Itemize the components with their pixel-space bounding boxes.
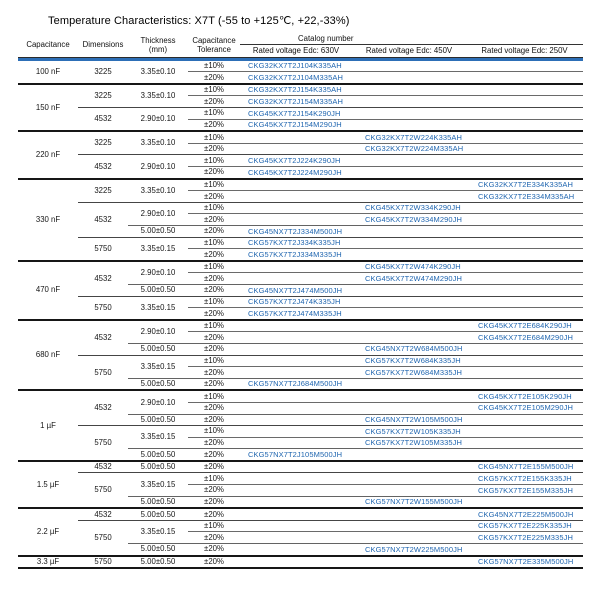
thickness-cell: 5.00±0.50 <box>128 226 188 238</box>
empty-cell <box>240 202 352 214</box>
dimension-cell: 5750 <box>78 296 128 320</box>
header-capacitance: Capacitance <box>26 40 70 50</box>
header-dimensions: Dimensions <box>82 40 124 50</box>
dimension-cell: 5750 <box>78 556 128 569</box>
empty-cell <box>352 108 466 120</box>
part-number-cell: CKG45NX7T2J474M500JH <box>240 284 352 296</box>
thickness-cell: 2.90±0.10 <box>128 261 188 285</box>
table-row <box>18 520 583 532</box>
part-number-cell: CKG57NX7T2J105M500JH <box>240 449 352 461</box>
table-row <box>18 61 583 72</box>
capacitance-cell: 100 nF <box>18 61 78 84</box>
tolerance-cell: ±20% <box>188 496 240 508</box>
header-rated-250v: Rated voltage Edc: 250V <box>481 46 568 56</box>
table-row <box>18 320 583 332</box>
tolerance-cell: ±20% <box>188 308 240 320</box>
empty-cell <box>352 119 466 131</box>
header-tolerance: Capacitance Tolerance <box>192 35 236 54</box>
part-number-cell: CKG57KX7T2J474K335JH <box>240 296 352 308</box>
dimension-cell: 3225 <box>78 131 128 155</box>
tolerance-cell: ±10% <box>188 202 240 214</box>
dimension-cell: 3225 <box>78 84 128 108</box>
empty-cell <box>352 332 466 344</box>
tolerance-cell: ±10% <box>188 426 240 438</box>
empty-cell <box>466 226 583 238</box>
empty-cell <box>240 343 352 355</box>
thickness-cell: 5.00±0.50 <box>128 414 188 426</box>
empty-cell <box>240 414 352 426</box>
part-number-cell: CKG32KX7T2E334K335AH <box>466 179 583 191</box>
empty-cell <box>240 390 352 402</box>
empty-cell <box>466 367 583 379</box>
capacitance-cell: 1 µF <box>18 390 78 461</box>
empty-cell <box>352 402 466 414</box>
tolerance-cell: ±10% <box>188 84 240 96</box>
empty-cell <box>352 72 466 84</box>
part-number-cell: CKG32KX7T2J104K335AH <box>240 61 352 72</box>
empty-cell <box>466 296 583 308</box>
empty-cell <box>240 191 352 203</box>
thickness-cell: 5.00±0.50 <box>128 508 188 520</box>
table-header <box>18 33 583 61</box>
empty-cell <box>240 131 352 143</box>
empty-cell <box>352 191 466 203</box>
empty-cell <box>352 284 466 296</box>
tolerance-cell: ±10% <box>188 355 240 367</box>
empty-cell <box>466 131 583 143</box>
empty-cell <box>466 308 583 320</box>
empty-cell <box>352 249 466 261</box>
part-number-cell: CKG32KX7T2W224K335AH <box>352 131 466 143</box>
part-number-cell: CKG45KX7T2W334M290JH <box>352 214 466 226</box>
thickness-cell: 5.00±0.50 <box>128 461 188 473</box>
empty-cell <box>352 308 466 320</box>
empty-cell <box>352 485 466 497</box>
empty-cell <box>352 237 466 249</box>
empty-cell <box>466 167 583 179</box>
tolerance-cell: ±20% <box>188 414 240 426</box>
empty-cell <box>466 84 583 96</box>
empty-cell <box>240 485 352 497</box>
empty-cell <box>466 544 583 556</box>
tolerance-cell: ±20% <box>188 191 240 203</box>
capacitance-cell: 330 nF <box>18 179 78 261</box>
tolerance-cell: ±10% <box>188 108 240 120</box>
empty-cell <box>240 556 352 569</box>
part-number-cell: CKG45KX7T2E105K290JH <box>466 390 583 402</box>
empty-cell <box>352 461 466 473</box>
thickness-cell: 2.90±0.10 <box>128 155 188 179</box>
part-number-cell: CKG57KX7T2J334K335JH <box>240 237 352 249</box>
table-row <box>18 296 583 308</box>
empty-cell <box>352 473 466 485</box>
capacitance-cell: 470 nF <box>18 261 78 320</box>
empty-cell <box>466 96 583 108</box>
thickness-cell: 5.00±0.50 <box>128 284 188 296</box>
table-row <box>18 202 583 214</box>
empty-cell <box>240 496 352 508</box>
empty-cell <box>240 367 352 379</box>
part-number-cell: CKG45KX7T2W474M290JH <box>352 273 466 285</box>
tolerance-cell: ±20% <box>188 249 240 261</box>
dimension-cell: 5750 <box>78 473 128 508</box>
empty-cell <box>352 449 466 461</box>
empty-cell <box>352 520 466 532</box>
header-rated-450v: Rated voltage Edc: 450V <box>365 46 453 56</box>
tolerance-cell: ±20% <box>188 449 240 461</box>
thickness-cell: 5.00±0.50 <box>128 556 188 569</box>
part-number-cell: CKG45NX7T2E225M500JH <box>466 508 583 520</box>
thickness-cell: 3.35±0.15 <box>128 355 188 378</box>
capacitance-cell: 3.3 µF <box>18 556 78 569</box>
table-row <box>18 473 583 485</box>
capacitance-cell: 150 nF <box>18 84 78 131</box>
table-row <box>18 237 583 249</box>
empty-cell <box>466 449 583 461</box>
tolerance-cell: ±20% <box>188 273 240 285</box>
part-number-cell: CKG45KX7T2J154K290JH <box>240 108 352 120</box>
empty-cell <box>466 273 583 285</box>
empty-cell <box>466 214 583 226</box>
tolerance-cell: ±20% <box>188 367 240 379</box>
part-number-cell: CKG45NX7T2W684M500JH <box>352 343 466 355</box>
table-row <box>18 131 583 143</box>
table-row <box>18 390 583 402</box>
part-number-cell: CKG57KX7T2E225K335JH <box>466 520 583 532</box>
tolerance-cell: ±10% <box>188 131 240 143</box>
tolerance-cell: ±10% <box>188 520 240 532</box>
empty-cell <box>466 414 583 426</box>
empty-cell <box>240 214 352 226</box>
empty-cell <box>352 378 466 390</box>
part-number-cell: CKG45KX7T2E105M290JH <box>466 402 583 414</box>
tolerance-cell: ±20% <box>188 437 240 449</box>
empty-cell <box>352 84 466 96</box>
table-row <box>18 108 583 120</box>
empty-cell <box>240 461 352 473</box>
part-number-cell: CKG45KX7T2E684K290JH <box>466 320 583 332</box>
empty-cell <box>240 320 352 332</box>
part-number-cell: CKG57KX7T2W105M335JH <box>352 437 466 449</box>
header-catalog-number: Catalog number <box>240 33 583 45</box>
thickness-cell: 3.35±0.15 <box>128 237 188 261</box>
tolerance-cell: ±20% <box>188 461 240 473</box>
empty-cell <box>240 273 352 285</box>
thickness-cell: 2.90±0.10 <box>128 390 188 414</box>
part-number-cell: CKG45NX7T2E155M500JH <box>466 461 583 473</box>
empty-cell <box>240 520 352 532</box>
empty-cell <box>240 332 352 344</box>
part-number-cell: CKG57KX7T2J334M335JH <box>240 249 352 261</box>
tolerance-cell: ±20% <box>188 532 240 544</box>
dimension-cell: 4532 <box>78 390 128 425</box>
empty-cell <box>466 119 583 131</box>
tolerance-cell: ±20% <box>188 167 240 179</box>
empty-cell <box>352 532 466 544</box>
part-number-cell: CKG45KX7T2E684M290JH <box>466 332 583 344</box>
dimension-cell: 5750 <box>78 355 128 390</box>
dimension-cell: 4532 <box>78 461 128 473</box>
tolerance-cell: ±10% <box>188 261 240 273</box>
tolerance-cell: ±20% <box>188 284 240 296</box>
empty-cell <box>466 249 583 261</box>
capacitance-cell: 2.2 µF <box>18 508 78 555</box>
tolerance-cell: ±10% <box>188 320 240 332</box>
empty-cell <box>466 143 583 155</box>
tolerance-cell: ±10% <box>188 61 240 72</box>
part-number-cell: CKG45KX7T2W474K290JH <box>352 261 466 273</box>
part-number-cell: CKG57NX7T2W225M500JH <box>352 544 466 556</box>
thickness-cell: 3.35±0.10 <box>128 179 188 203</box>
table-row <box>18 84 583 96</box>
tolerance-cell: ±20% <box>188 214 240 226</box>
tolerance-cell: ±20% <box>188 226 240 238</box>
thickness-cell: 3.35±0.10 <box>128 61 188 84</box>
empty-cell <box>352 508 466 520</box>
tolerance-cell: ±20% <box>188 402 240 414</box>
empty-cell <box>240 532 352 544</box>
empty-cell <box>240 143 352 155</box>
thickness-cell: 5.00±0.50 <box>128 343 188 355</box>
empty-cell <box>352 296 466 308</box>
tolerance-cell: ±20% <box>188 332 240 344</box>
dimension-cell: 4532 <box>78 320 128 355</box>
part-number-cell: CKG57KX7T2W684M335JH <box>352 367 466 379</box>
thickness-cell: 3.35±0.15 <box>128 426 188 449</box>
page-title: Temperature Characteristics: X7T (-55 to +125℃, +22,-33%) <box>48 15 350 27</box>
tolerance-cell: ±20% <box>188 556 240 569</box>
thickness-cell: 3.35±0.10 <box>128 84 188 108</box>
thickness-cell: 3.35±0.15 <box>128 296 188 320</box>
thickness-cell: 3.35±0.15 <box>128 473 188 496</box>
thickness-cell: 2.90±0.10 <box>128 320 188 344</box>
thickness-cell: 2.90±0.10 <box>128 202 188 225</box>
dimension-cell: 5750 <box>78 237 128 261</box>
dimension-cell: 5750 <box>78 520 128 555</box>
thickness-cell: 3.35±0.10 <box>128 131 188 155</box>
tolerance-cell: ±10% <box>188 390 240 402</box>
thickness-cell: 5.00±0.50 <box>128 449 188 461</box>
tolerance-cell: ±10% <box>188 296 240 308</box>
dimension-cell: 4532 <box>78 108 128 132</box>
part-number-cell: CKG32KX7T2W224M335AH <box>352 143 466 155</box>
capacitance-cell: 1.5 µF <box>18 461 78 508</box>
dimension-cell: 4532 <box>78 202 128 237</box>
empty-cell <box>466 237 583 249</box>
empty-cell <box>352 226 466 238</box>
empty-cell <box>352 320 466 332</box>
empty-cell <box>352 96 466 108</box>
empty-cell <box>240 402 352 414</box>
empty-cell <box>240 508 352 520</box>
part-number-cell: CKG45KX7T2J154M290JH <box>240 119 352 131</box>
empty-cell <box>466 426 583 438</box>
empty-cell <box>466 108 583 120</box>
empty-cell <box>466 61 583 72</box>
tolerance-cell: ±20% <box>188 508 240 520</box>
table-row <box>18 426 583 438</box>
empty-cell <box>240 544 352 556</box>
empty-cell <box>352 390 466 402</box>
part-number-cell: CKG32KX7T2J154K335AH <box>240 84 352 96</box>
dimension-cell: 4532 <box>78 508 128 520</box>
part-number-cell: CKG45NX7T2W105M500JH <box>352 414 466 426</box>
tolerance-cell: ±10% <box>188 237 240 249</box>
empty-cell <box>466 355 583 367</box>
table-row <box>18 261 583 273</box>
part-number-cell: CKG57NX7T2J684M500JH <box>240 378 352 390</box>
empty-cell <box>466 202 583 214</box>
tolerance-cell: ±20% <box>188 72 240 84</box>
table-body <box>18 61 583 569</box>
dimension-cell: 4532 <box>78 155 128 179</box>
empty-cell <box>352 61 466 72</box>
part-number-cell: CKG57KX7T2E155M335JH <box>466 485 583 497</box>
part-number-cell: CKG32KX7T2J104M335AH <box>240 72 352 84</box>
empty-cell <box>240 426 352 438</box>
table-row <box>18 179 583 191</box>
thickness-cell: 3.35±0.15 <box>128 520 188 543</box>
header-thickness: Thickness (mm) <box>140 35 176 54</box>
tolerance-cell: ±10% <box>188 179 240 191</box>
thickness-cell: 5.00±0.50 <box>128 378 188 390</box>
empty-cell <box>240 473 352 485</box>
empty-cell <box>352 155 466 167</box>
part-number-cell: CKG57NX7T2E335M500JH <box>466 556 583 569</box>
part-number-cell: CKG57KX7T2W684K335JH <box>352 355 466 367</box>
part-number-cell: CKG57NX7T2W155M500JH <box>352 496 466 508</box>
tolerance-cell: ±20% <box>188 96 240 108</box>
empty-cell <box>466 496 583 508</box>
capacitance-cell: 680 nF <box>18 320 78 391</box>
part-number-cell: CKG45KX7T2J224M290JH <box>240 167 352 179</box>
empty-cell <box>466 343 583 355</box>
tolerance-cell: ±20% <box>188 544 240 556</box>
capacitance-cell: 220 nF <box>18 131 78 178</box>
empty-cell <box>352 167 466 179</box>
thickness-cell: 5.00±0.50 <box>128 496 188 508</box>
part-number-cell: CKG57KX7T2E225M335JH <box>466 532 583 544</box>
part-number-cell: CKG45KX7T2W334K290JH <box>352 202 466 214</box>
part-number-cell: CKG45NX7T2J334M500JH <box>240 226 352 238</box>
tolerance-cell: ±10% <box>188 473 240 485</box>
part-number-cell: CKG57KX7T2E155K335JH <box>466 473 583 485</box>
dimension-cell: 5750 <box>78 426 128 461</box>
tolerance-cell: ±10% <box>188 155 240 167</box>
tolerance-cell: ±20% <box>188 485 240 497</box>
empty-cell <box>240 261 352 273</box>
table-row <box>18 155 583 167</box>
empty-cell <box>466 437 583 449</box>
dimension-cell: 3225 <box>78 61 128 84</box>
dimension-cell: 3225 <box>78 179 128 203</box>
header-rated-630v: Rated voltage Edc: 630V <box>252 46 340 56</box>
characteristics-table <box>18 33 583 569</box>
tolerance-cell: ±20% <box>188 119 240 131</box>
empty-cell <box>240 179 352 191</box>
dimension-cell: 4532 <box>78 261 128 296</box>
table-row <box>18 461 583 473</box>
empty-cell <box>352 556 466 569</box>
part-number-cell: CKG32KX7T2J154M335AH <box>240 96 352 108</box>
empty-cell <box>240 437 352 449</box>
part-number-cell: CKG32KX7T2E334M335AH <box>466 191 583 203</box>
table-row <box>18 355 583 367</box>
part-number-cell: CKG57KX7T2J474M335JH <box>240 308 352 320</box>
tolerance-cell: ±20% <box>188 343 240 355</box>
tolerance-cell: ±20% <box>188 378 240 390</box>
empty-cell <box>466 155 583 167</box>
tolerance-cell: ±20% <box>188 143 240 155</box>
empty-cell <box>466 284 583 296</box>
empty-cell <box>352 179 466 191</box>
thickness-cell: 2.90±0.10 <box>128 108 188 132</box>
empty-cell <box>466 378 583 390</box>
empty-cell <box>466 261 583 273</box>
empty-cell <box>466 72 583 84</box>
part-number-cell: CKG45KX7T2J224K290JH <box>240 155 352 167</box>
table-row <box>18 508 583 520</box>
table-row <box>18 556 583 569</box>
part-number-cell: CKG57KX7T2W105K335JH <box>352 426 466 438</box>
thickness-cell: 5.00±0.50 <box>128 544 188 556</box>
empty-cell <box>240 355 352 367</box>
